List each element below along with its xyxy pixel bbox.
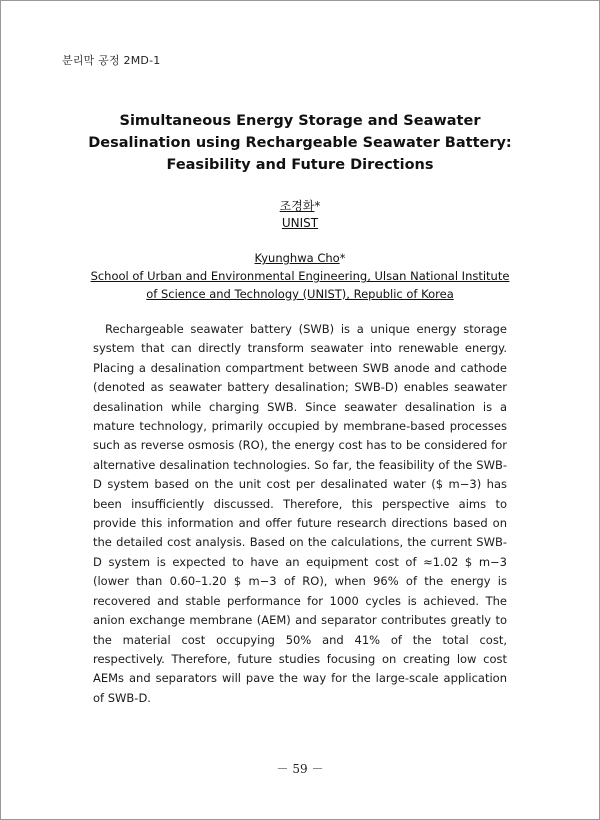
english-author-block xyxy=(0,249,600,303)
affiliation-korean: UNIST xyxy=(281,216,319,230)
paper-title: Simultaneous Energy Storage and Seawater Desalination using Rechargeable Seawater Battery: Feasibility and Future Directions xyxy=(88,113,512,173)
author-english-mark: * xyxy=(339,251,346,265)
affiliation-english: School of Urban and Environmental Engineering, Ulsan National Institute of Science and Technology (UNIST), Republic of Korea xyxy=(90,269,510,301)
author-korean-mark: * xyxy=(314,199,321,213)
author-english-name: Kyunghwa Cho xyxy=(254,251,340,265)
korean-author-block xyxy=(0,198,600,232)
author-korean-name: 조경화 xyxy=(279,199,315,213)
abstract-body: Rechargeable seawater battery (SWB) is a unique energy storage system that can directly transform seawater into renewable energy. Placing a desalination compartment between SWB anode and cathode (denoted as seawater battery desalination; SWB-D) enables seawater desalination while charging SWB. Since seawater desalination is a mature technology, primarily occupied by membrane-based processes such as reverse osmosis (RO), the energy cost has to be considered for alternative desalination technologies. So far, the feasibility of the SWB-D system based on the unit cost per desalinated water ($ m−3) has been insufficiently discussed. Therefore, this perspective aims to provide this information and offer future research directions based on the detailed cost analysis. Based on the calculations, the current SWB-D system is expected to have an equipment cost of ≈1.02 $ m−3 (lower than 0.60–1.20 $ m−3 of RO), when 96% of the energy is recovered and stable performance for 1000 cycles is achieved. The anion exchange membrane (AEM) and separator contributes greatly to the material cost occupying 50% and 41% of the total cost, respectively. Therefore, future studies focusing on creating low cost AEMs and separators will pave the way for the large-scale application of SWB-D. xyxy=(93,322,507,705)
session-code: 분리막 공정 2MD-1 xyxy=(62,54,161,67)
page-number: － 59 － xyxy=(276,762,324,776)
